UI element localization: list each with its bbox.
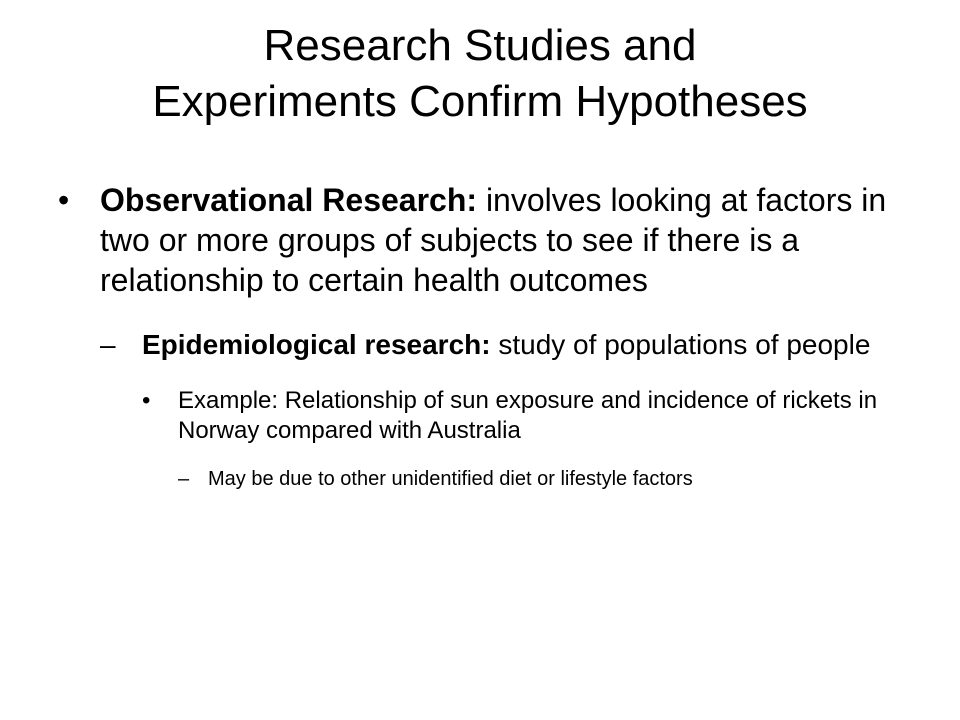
example-marker: • <box>142 387 151 414</box>
example-text: Example: Relationship of sun exposure and incidence of rickets in Norway compared with Australia <box>178 387 878 444</box>
title-line-2: Experiments Confirm Hypotheses <box>152 77 808 126</box>
subbullet-example <box>142 386 918 446</box>
title-line-1: Research Studies and <box>263 21 697 70</box>
note-text: May be due to other unidentified diet or lifestyle factors <box>208 468 693 490</box>
bullet-term: Observational Research: <box>100 182 478 218</box>
subbullet-note <box>178 466 918 492</box>
slide-body <box>58 180 918 512</box>
bullet-text: involves looking at factors in two or more groups of subjects to see if there is a relationship to certain health outcomes <box>100 182 887 298</box>
note-marker: – <box>178 468 190 490</box>
subbullet-epidemiological-research <box>100 328 918 362</box>
slide-title <box>0 18 960 130</box>
bullet-marker: • <box>58 182 70 218</box>
subbullet-text: study of populations of people <box>490 329 871 360</box>
subbullet-marker: – <box>100 329 116 360</box>
bullet-observational-research <box>58 180 918 300</box>
subbullet-term: Epidemiological research: <box>142 329 491 360</box>
